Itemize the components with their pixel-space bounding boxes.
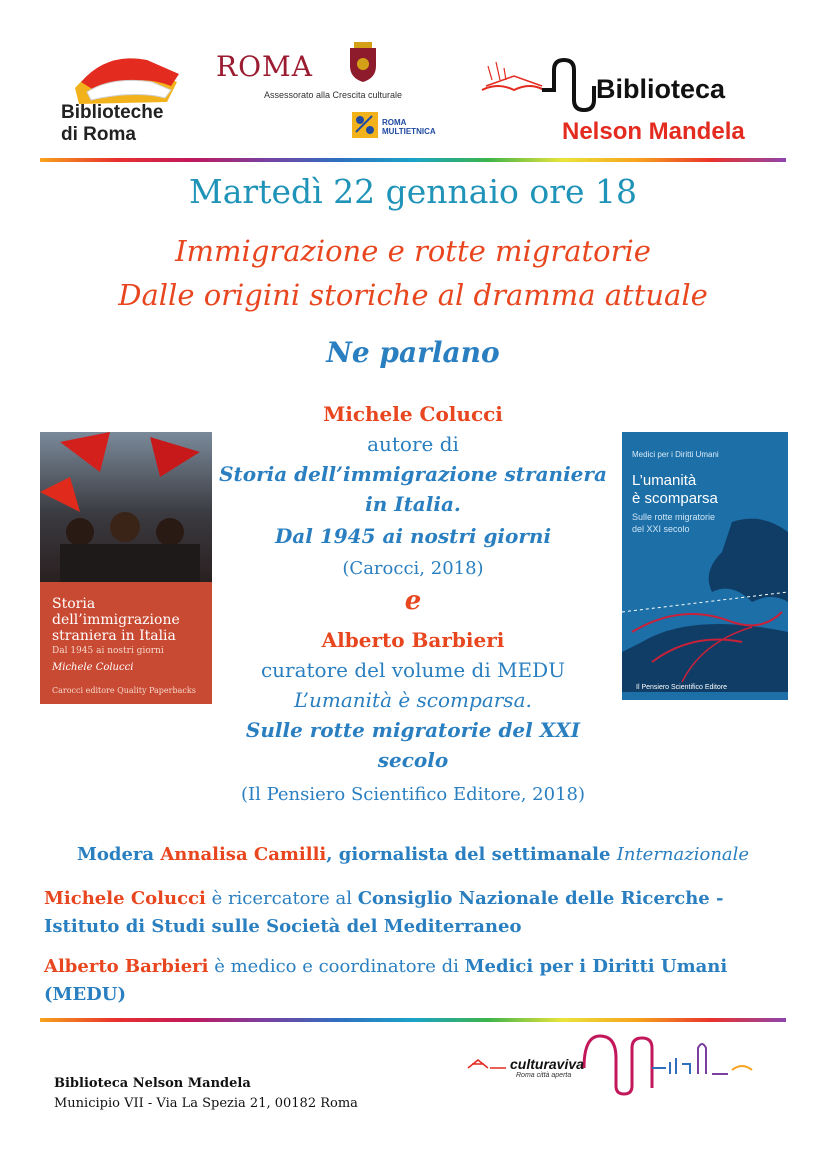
footer-library: Biblioteca Nelson Mandela [54,1076,251,1091]
biblioteche-line2: di Roma [61,124,136,145]
culturaviva-logo [466,1028,766,1098]
bio2-org-line1: Medici per i Diritti Umani [464,956,728,977]
culturaviva-sub: Roma città aperta [516,1072,572,1079]
speaker1-publisher: (Carocci, 2018) [342,558,484,579]
conjunction: e [404,586,422,616]
bio2-text: è medico e coordinatore di [208,956,465,977]
cover-right-subtitle2: del XXI secolo [632,524,690,534]
book-wave-icon [478,46,598,114]
divider-top [40,158,786,162]
multietnica-icon [352,112,378,138]
speaker2-name: Alberto Barbieri [321,628,505,652]
event-date: Martedì 22 gennaio ore 18 [188,172,638,211]
moderator-magazine: Internazionale [616,844,750,865]
multietnica-line1: ROMA [382,118,407,127]
event-title-line2: Dalle origini storiche al dramma attuale [118,278,708,312]
cover-right-org: Medici per i Diritti Umani [632,450,719,459]
bio2-name: Alberto Barbieri [44,956,209,977]
speaker1-role: autore di [367,432,459,456]
cover-left-title2: dell’immigrazione [52,612,180,628]
speaker1-name: Michele Colucci [323,402,503,426]
cover-right-subtitle1: Sulle rotte migratorie [632,512,716,522]
speaker2-role: curatore del volume di MEDU [260,658,566,682]
cover-left-author: Michele Colucci [52,662,134,673]
moderator-prefix: Modera [76,844,161,865]
bio1-line1 [44,888,724,909]
biblioteca-text: Biblioteca [596,74,726,104]
assessorato-text: Assessorato alla Crescita culturale [264,90,403,100]
cover-right-title2: è scomparsa [632,490,718,507]
speaker2-book-line1: L’umanità è scomparsa. [294,688,532,712]
cover-right-publisher: Il Pensiero Scientifico Editore [636,684,728,691]
cover-left-title3: straniera in Italia [52,628,176,644]
roma-shield-icon [346,42,380,84]
cover-left-footer: Carocci editore Quality Paperbacks [52,686,196,695]
speaker1-book-line3: Dal 1945 ai nostri giorni [274,524,552,548]
divider-bottom [40,1018,786,1022]
moderator-name: Annalisa Camilli [160,844,327,865]
speaker1-book-line2: in Italia. [365,492,461,516]
speaker2-publisher: (Il Pensiero Scientifico Editore, 2018) [240,784,586,805]
bio1-org-line2: Istituto di Studi sulle Società del Mediterraneo [44,916,522,937]
nelson-mandela-text: Nelson Mandela [562,118,745,145]
multietnica-line2: MULTIETNICA [382,127,436,136]
speaker2-book-line3: secolo [377,748,449,772]
bio2-org-line2: (MEDU) [44,984,126,1005]
cover-left-title1: Storia [52,596,96,612]
event-title-line1: Immigrazione e rotte migratorie [175,234,651,268]
moderator-middle: , giornalista del settimanale [326,844,617,865]
cover-right-title1: L’umanità [632,472,697,489]
moderator-line [0,844,826,865]
biblioteche-line1: Biblioteche [61,102,164,123]
biblioteche-di-roma-logo [55,48,195,148]
roma-logo [216,42,403,102]
speaker1-book-line1: Storia dell’immigrazione straniera [219,462,607,486]
ne-parlano: Ne parlano [326,336,500,369]
cover-left-subtitle: Dal 1945 ai nostri giorni [52,646,164,656]
bio1-text: è ricercatore al [205,888,358,909]
biblioteca-nelson-mandela-logo [478,46,788,146]
roma-text: ROMA [216,50,313,83]
bio1-org-line1: Consiglio Nazionale delle Ricerche - [357,888,724,909]
bio1-name: Michele Colucci [44,888,206,909]
speaker2-book-line2: Sulle rotte migratorie del XXI [245,718,581,742]
footer-address: Municipio VII - Via La Spezia 21, 00182 Roma [54,1096,358,1111]
culturaviva-text: culturaviva [510,1056,584,1072]
bio2-line1 [44,956,727,977]
roma-multietnica-logo [352,112,452,142]
